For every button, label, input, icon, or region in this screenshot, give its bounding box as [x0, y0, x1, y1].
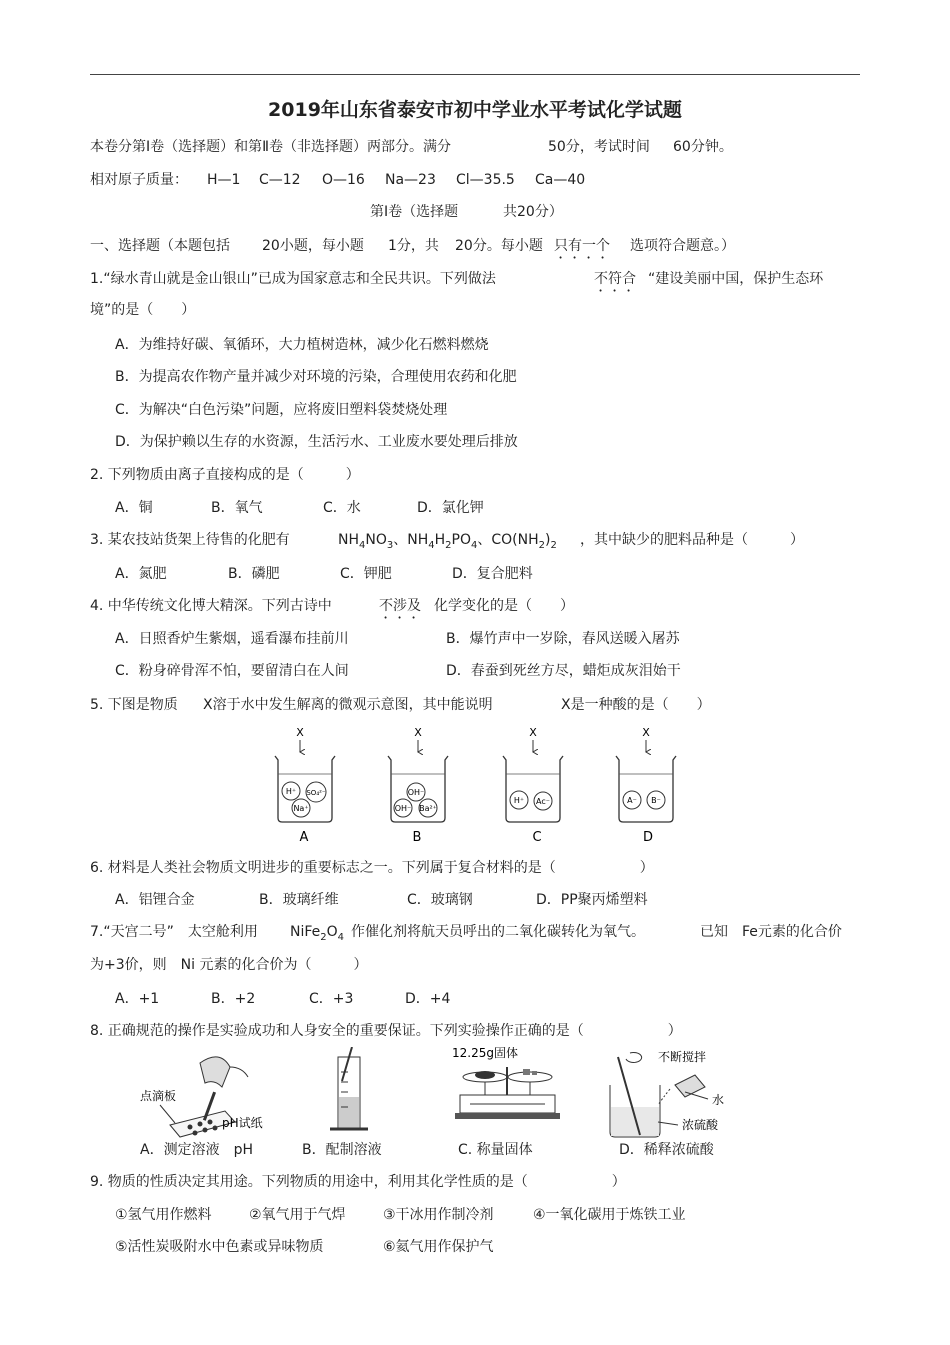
intro-time: 60分钟。 [673, 139, 733, 155]
ion-label: Ac⁻ [536, 797, 550, 806]
beaker-label: D [642, 830, 654, 845]
option-d: D．+4 [405, 991, 451, 1007]
beaker-x-label: X [529, 726, 537, 739]
emphasis-text: 只有一个 [554, 238, 610, 254]
option-a: A．日照香炉生紫烟，遥看瀑布挂前川 [115, 631, 349, 647]
ion-label: OH⁻ [394, 804, 412, 813]
question-5-stem: X是一种酸的是（ ） [561, 697, 711, 713]
use-item: ②氧气用于气焊 [249, 1207, 346, 1223]
option-a: A．+1 [115, 991, 160, 1007]
option-c: C．+3 [309, 991, 354, 1007]
dropper-plate-label: 点滴板 [140, 1089, 177, 1103]
option-d: D．氯化钾 [417, 500, 484, 516]
fertilizer-formulas: $NH_4NO_3$、$NH_4H_2PO_4$、$CO(NH_2)_2$ [338, 532, 557, 551]
question-5-stem: 5. 下图是物质 [90, 697, 178, 713]
emphasis-text: 不符合 [594, 271, 636, 287]
ion-label: H⁺ [285, 787, 297, 796]
use-item: ④一氧化碳用于炼铁工业 [533, 1207, 686, 1223]
ion-label: B⁻ [651, 796, 661, 805]
beaker-d [616, 726, 676, 845]
option-a: A．为维持好碳、氧循环，大力植树造林，减少化石燃料燃烧 [115, 337, 489, 353]
option-c: C．粉身碎骨浑不怕，要留清白在人间 [115, 663, 349, 679]
option-b: B．为提高农作物产量并减少对环境的污染，合理使用农药和化肥 [115, 369, 517, 385]
balance-illustration [452, 1047, 560, 1119]
option-d: D．为保护赖以生存的水资源，生活污水、工业废水要处理后排放 [115, 434, 518, 450]
beaker-x-label: X [642, 726, 650, 739]
top-rule [90, 74, 860, 75]
catalyst-formula: $NiFe_2O_4$ [290, 924, 345, 943]
use-item: ①氢气用作燃料 [115, 1207, 212, 1223]
option-d: D．稀释浓硫酸 [619, 1142, 714, 1158]
ion-label: A⁻ [627, 796, 637, 805]
lab-operations-diagram [130, 1047, 750, 1142]
ion-label: OH⁻ [407, 788, 425, 797]
ion-label: Na⁺ [293, 804, 309, 813]
question-2-stem: 2. 下列物质由离子直接构成的是（ ） [90, 467, 360, 483]
solid-label: 12.25g固体 [452, 1047, 518, 1060]
option-a: A．氮肥 [115, 566, 167, 582]
question-5-stem: X溶于水中发生解离的微观示意图，其中能说明 [203, 697, 493, 713]
question-3-stem: 3. 某农技站货架上待售的化肥有 [90, 532, 290, 548]
beaker-c [503, 726, 563, 845]
question-1-stem: 1.“绿水青山就是金山银山”已成为国家意志和全民共识。下列做法 [90, 271, 496, 287]
option-c: C．钾肥 [340, 566, 392, 582]
atomic-mass: Cl—35.5 [456, 172, 515, 188]
ion-label: Ba²⁺ [419, 804, 437, 813]
option-c: C．为解决“白色污染”问题，应将废旧塑料袋焚烧处理 [115, 402, 448, 418]
beaker-label: B [412, 830, 422, 845]
atomic-label: 相对原子质量： [90, 172, 188, 188]
option-d: D．春蚕到死丝方尽，蜡炬成灰泪始干 [446, 663, 681, 679]
beaker-label: A [299, 830, 309, 845]
option-a: A．测定溶液 pH [140, 1142, 253, 1158]
water-label: 水 [712, 1093, 725, 1107]
atomic-mass: O—16 [322, 172, 365, 188]
question-6-stem: 6. 材料是人类社会物质文明进步的重要标志之一。下列属于复合材料的是（ ） [90, 860, 654, 876]
atomic-mass: C—12 [259, 172, 301, 188]
emphasis-text: 不涉及 [379, 598, 421, 614]
option-b: B．氧气 [211, 500, 263, 516]
dilution-illustration [610, 1049, 724, 1137]
cylinder-illustration [330, 1047, 368, 1129]
question-9-stem: 9. 物质的性质决定其用途。下列物质的用途中，利用其化学性质的是（ ） [90, 1174, 626, 1190]
option-b: B．+2 [211, 991, 256, 1007]
question-7-stem: 7.“天宫二号” 太空舱利用 [90, 924, 258, 940]
beaker-a [275, 726, 335, 845]
option-b: B．爆竹声中一岁除，春风送暖入屠苏 [446, 631, 680, 647]
question-4-stem: 4. 中华传统文化博大精深。下列古诗中 [90, 598, 332, 614]
beaker-x-label: X [414, 726, 422, 739]
section-heading: 1分，共 [388, 238, 439, 254]
section-heading: 一、选择题（本题包括 [90, 238, 230, 254]
section-heading: 20分。每小题 [455, 238, 543, 254]
question-7-stem: 已知 Fe元素的化合价 [700, 924, 842, 940]
stir-label: 不断搅拌 [658, 1050, 707, 1064]
option-c: C. 称量固体 [458, 1142, 533, 1158]
section-heading: 20小题，每小题 [262, 238, 364, 254]
option-c: C．水 [323, 500, 361, 516]
question-4-stem: 化学变化的是（ ） [434, 598, 574, 614]
atomic-mass: H—1 [207, 172, 241, 188]
atomic-mass: Ca—40 [535, 172, 586, 188]
option-b: B．玻璃纤维 [259, 892, 339, 908]
page-title: 2019年山东省泰安市初中学业水平考试化学试题 [268, 99, 682, 121]
option-c: C．玻璃钢 [407, 892, 473, 908]
part-heading: 第Ⅰ卷（选择题 [370, 204, 459, 220]
ionization-diagram [260, 724, 700, 849]
question-3-stem: ，其中缺少的肥料品种是（ ） [580, 532, 804, 548]
question-1-stem: 境”的是（ ） [90, 302, 196, 318]
option-d: D．PP聚丙烯塑料 [536, 892, 648, 908]
option-b: B．配制溶液 [302, 1142, 382, 1158]
ph-test-illustration [140, 1057, 263, 1137]
option-b: B．磷肥 [228, 566, 280, 582]
atomic-mass: Na—23 [385, 172, 436, 188]
question-8-stem: 8. 正确规范的操作是实验成功和人身安全的重要保证。下列实验操作正确的是（ ） [90, 1023, 682, 1039]
option-a: A．铝锂合金 [115, 892, 195, 908]
intro-score: 50分，考试时间 [548, 139, 650, 155]
beaker-b [388, 726, 448, 845]
use-item: ③干冰用作制冷剂 [383, 1207, 494, 1223]
acid-label: 浓硫酸 [682, 1118, 719, 1132]
question-7-stem: 作催化剂将航天员呼出的二氧化碳转化为氧气。 [351, 924, 645, 940]
beaker-x-label: X [296, 726, 304, 739]
ion-label: H⁺ [513, 796, 525, 805]
option-a: A．铜 [115, 500, 153, 516]
part-score: 共20分） [503, 204, 563, 220]
intro-text: 本卷分第Ⅰ卷（选择题）和第Ⅱ卷（非选择题）两部分。满分 [90, 139, 452, 155]
section-heading: 选项符合题意。） [630, 238, 735, 254]
option-d: D．复合肥料 [452, 566, 533, 582]
question-7-stem: 为+3价，则 Ni 元素的化合价为（ ） [90, 957, 368, 973]
question-1-stem: “建设美丽中国，保护生态环 [648, 271, 824, 287]
use-item: ⑥氦气用作保护气 [383, 1239, 494, 1255]
ph-paper-label: pH试纸 [222, 1116, 263, 1130]
beaker-label: C [532, 830, 542, 845]
ion-label: SO₄²⁻ [306, 789, 326, 797]
use-item: ⑤活性炭吸附水中色素或异味物质 [115, 1239, 324, 1255]
